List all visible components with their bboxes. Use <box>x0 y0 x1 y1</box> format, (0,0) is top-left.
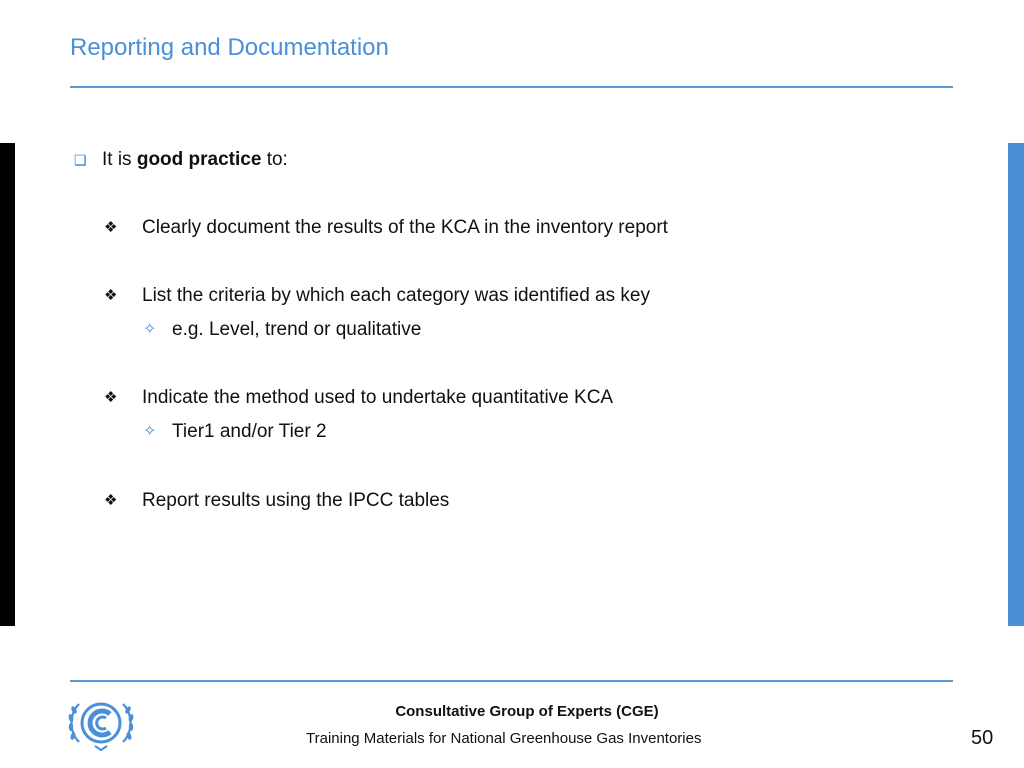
right-accent-bar <box>1008 143 1024 626</box>
sub-bullet-item-2: e.g. Level, trend or qualitative <box>172 319 422 340</box>
intro-emphasis: good practice <box>136 149 262 170</box>
intro-prefix: It is <box>102 149 137 170</box>
bullet-item-1: Clearly document the results of the KCA in the inventory report <box>142 217 668 238</box>
page-number: 50 <box>971 727 994 749</box>
footer-subtitle: Training Materials for National Greenhouse Gas Inventories <box>306 730 702 747</box>
footer-organization: Consultative Group of Experts (CGE) <box>395 703 659 720</box>
left-accent-bar <box>0 143 15 626</box>
diamond-bullet-icon: ❖ <box>104 287 118 304</box>
slide-title: Reporting and Documentation <box>70 34 389 61</box>
bottom-divider <box>70 680 953 682</box>
bullet-item-3: Indicate the method used to undertake quantitative KCA <box>142 387 614 408</box>
diamond-bullet-icon: ❖ <box>104 389 118 406</box>
diamond-bullet-icon: ❖ <box>104 492 118 509</box>
four-point-star-icon: ✧ <box>143 423 157 440</box>
diamond-bullet-icon: ❖ <box>104 219 118 236</box>
four-point-star-icon: ✧ <box>143 321 157 338</box>
bullet-item-4: Report results using the IPCC tables <box>142 490 450 511</box>
bullet-item-2: List the criteria by which each category was identified as key <box>142 285 650 306</box>
top-divider <box>70 86 953 88</box>
intro-suffix: to: <box>261 149 288 170</box>
checkbox-square-icon: ❑ <box>74 152 87 168</box>
sub-bullet-item-3: Tier1 and/or Tier 2 <box>172 421 327 442</box>
intro-line <box>102 148 288 172</box>
